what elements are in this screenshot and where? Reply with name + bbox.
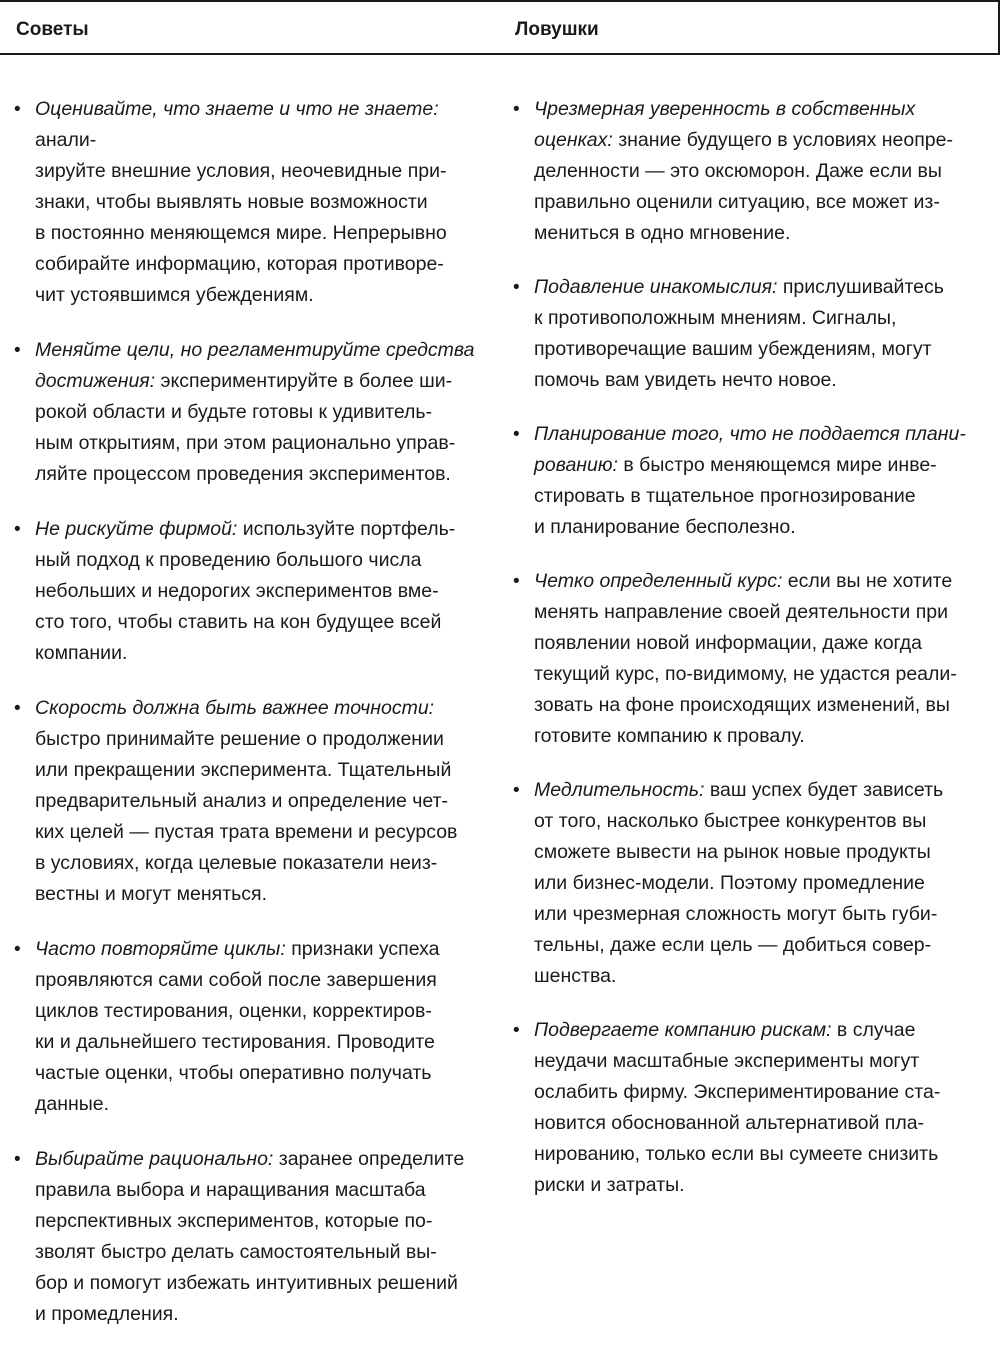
trap-item	[513, 419, 995, 543]
tip-item	[14, 934, 492, 1120]
trap-lead: Медлительность:	[534, 779, 705, 801]
tip-text-line: перспективных экспериментов, которые по-	[35, 1210, 433, 1232]
tip-item	[14, 94, 492, 311]
bullet-icon: •	[14, 519, 21, 540]
tip-item	[14, 335, 492, 490]
tip-text-line: заранее определите	[273, 1148, 465, 1170]
tip-text-line: ки и дальнейшего тестирования. Проводите	[35, 1031, 435, 1053]
trap-text-line: если вы не хотите	[782, 570, 953, 592]
trap-text-line: или бизнес-модели. Поэтому промедление	[534, 872, 925, 894]
trap-text-line: неудачи масштабные эксперименты могут	[534, 1050, 920, 1072]
traps-list	[513, 94, 995, 1224]
trap-lead: Подавление инакомыслия:	[534, 276, 778, 298]
trap-text-line: к противоположным мнениям. Сигналы,	[534, 307, 897, 329]
trap-lead: Четко определенный курс:	[534, 570, 783, 592]
trap-text-line: деленности — это оксюморон. Даже если вы	[534, 160, 942, 182]
trap-lead: Чрезмерная уверенность в собственных	[534, 98, 916, 120]
bullet-icon: •	[513, 99, 520, 120]
bullet-icon: •	[14, 939, 21, 960]
tip-text-line: рокой области и будьте готовы к удивитель-	[35, 401, 433, 423]
tip-item	[14, 693, 492, 910]
tip-text-line: небольших и недорогих экспериментов вме-	[35, 580, 439, 602]
trap-item	[513, 94, 995, 249]
tip-text-line: в условиях, когда целевые показатели неиз-	[35, 852, 438, 874]
trap-item	[513, 566, 995, 752]
tip-text-line: и промедления.	[35, 1303, 179, 1325]
trap-text-line: и планирование бесполезно.	[534, 516, 796, 538]
tip-text-line: быстро принимайте решение о продолжении	[35, 728, 444, 750]
trap-text-line: новится обоснованной альтернативой пла-	[534, 1112, 925, 1134]
trap-text-line: ослабить фирму. Экспериментирование ста-	[534, 1081, 941, 1103]
trap-text-line: риски и затраты.	[534, 1174, 685, 1196]
tip-text-line: ляйте процессом проведения экспериментов.	[35, 463, 451, 485]
tip-text-line: данные.	[35, 1093, 110, 1115]
traps-heading: Ловушки	[515, 19, 599, 40]
trap-text-line: шенства.	[534, 965, 617, 987]
trap-text-line: менять направление своей деятельности при	[534, 601, 949, 623]
trap-text-line: противоречащие вашим убеждениям, могут	[534, 338, 932, 360]
bullet-icon: •	[14, 1149, 21, 1170]
tip-text-line: анали-	[35, 129, 97, 151]
tip-lead: Не рискуйте фирмой:	[35, 518, 238, 540]
trap-text-line: помочь вам увидеть нечто новое.	[534, 369, 837, 391]
trap-text-line: в случае	[831, 1019, 916, 1041]
tip-text-line: ным открытиям, при этом рационально управ-	[35, 432, 456, 454]
tip-lead: Скорость должна быть важнее точности:	[35, 697, 435, 719]
trap-lead: Подвергаете компанию рискам:	[534, 1019, 832, 1041]
tip-text-line: проявляются сами собой после завершения	[35, 969, 437, 991]
tip-text-line: частые оценки, чтобы оперативно получать	[35, 1062, 432, 1084]
tip-lead: Выбирайте рационально:	[35, 1148, 274, 1170]
trap-text-line: нированию, только если вы сумеете снизить	[534, 1143, 939, 1165]
trap-text-line: в быстро меняющемся мире инве-	[617, 454, 937, 476]
trap-lead: рованию:	[534, 454, 618, 476]
tip-item	[14, 514, 492, 669]
tips-list	[14, 94, 492, 1354]
bullet-icon: •	[14, 99, 21, 120]
tip-lead: Часто повторяйте циклы:	[35, 938, 286, 960]
tip-text-line: предварительный анализ и определение чет-	[35, 790, 449, 812]
bullet-icon: •	[14, 340, 21, 361]
tip-text-line: ный подход к проведению большого числа	[35, 549, 422, 571]
trap-text-line: сможете вывести на рынок новые продукты	[534, 841, 931, 863]
trap-text-line: текущий курс, по-видимому, не удастся реали-	[534, 663, 957, 685]
tip-lead: достижения:	[35, 370, 156, 392]
trap-lead: оценках:	[534, 129, 613, 151]
tip-text-line: сто того, чтобы ставить на кон будущее всей	[35, 611, 442, 633]
trap-text-line: мениться в одно мгновение.	[534, 222, 791, 244]
trap-lead: Планирование того, что не поддается плани-	[534, 423, 966, 445]
trap-text-line: тельны, даже если цель — добиться совер-	[534, 934, 932, 956]
tip-text-line: вестны и могут меняться.	[35, 883, 268, 905]
trap-text-line: зовать на фоне происходящих изменений, вы	[534, 694, 950, 716]
tip-lead: Меняйте цели, но регламентируйте средства	[35, 339, 475, 361]
tip-text-line: признаки успеха	[285, 938, 440, 960]
trap-text-line: появлении новой информации, даже когда	[534, 632, 923, 654]
tips-heading: Советы	[16, 19, 89, 40]
tip-text-line: или прекращении эксперимента. Тщательный	[35, 759, 452, 781]
trap-item	[513, 775, 995, 992]
tip-text-line: ких целей — пустая трата времени и ресурсов	[35, 821, 458, 843]
tip-lead: Оценивайте, что знаете и что не знаете:	[35, 98, 439, 120]
tip-text-line: чит устоявшимся убеждениям.	[35, 284, 314, 306]
tip-text-line: в постоянно меняющемся мире. Непрерывно	[35, 222, 447, 244]
bullet-icon: •	[513, 277, 520, 298]
tip-text-line: зволят быстро делать самостоятельный вы-	[35, 1241, 437, 1263]
trap-item	[513, 272, 995, 396]
trap-text-line: прислушивайтесь	[777, 276, 944, 298]
trap-text-line: готовите компанию к провалу.	[534, 725, 805, 747]
bullet-icon: •	[513, 424, 520, 445]
bullet-icon: •	[513, 1020, 520, 1041]
tip-text-line: компании.	[35, 642, 128, 664]
tip-item	[14, 1144, 492, 1330]
header-rule	[0, 53, 1000, 55]
tip-text-line: правила выбора и наращивания масштаба	[35, 1179, 426, 1201]
trap-text-line: ваш успех будет зависеть	[704, 779, 944, 801]
top-rule	[0, 0, 1000, 2]
trap-text-line: правильно оценили ситуацию, все может из-	[534, 191, 940, 213]
tip-text-line: знаки, чтобы выявлять новые возможности	[35, 191, 428, 213]
tip-text-line: используйте портфель-	[237, 518, 456, 540]
tip-text-line: зируйте внешние условия, неочевидные при-	[35, 160, 447, 182]
trap-item	[513, 1015, 995, 1201]
bullet-icon: •	[513, 571, 520, 592]
trap-text-line: стировать в тщательное прогнозирование	[534, 485, 916, 507]
bullet-icon: •	[14, 698, 21, 719]
tip-text-line: собирайте информацию, которая противоре-	[35, 253, 444, 275]
tip-text-line: бор и помогут избежать интуитивных решений	[35, 1272, 458, 1294]
trap-text-line: или чрезмерная сложность могут быть губи-	[534, 903, 938, 925]
bullet-icon: •	[513, 780, 520, 801]
trap-text-line: знание будущего в условиях неопре-	[612, 129, 953, 151]
tip-text-line: экспериментируйте в более ши-	[155, 370, 453, 392]
tip-text-line: циклов тестирования, оценки, корректиров-	[35, 1000, 432, 1022]
trap-text-line: от того, насколько быстрее конкурентов вы	[534, 810, 927, 832]
